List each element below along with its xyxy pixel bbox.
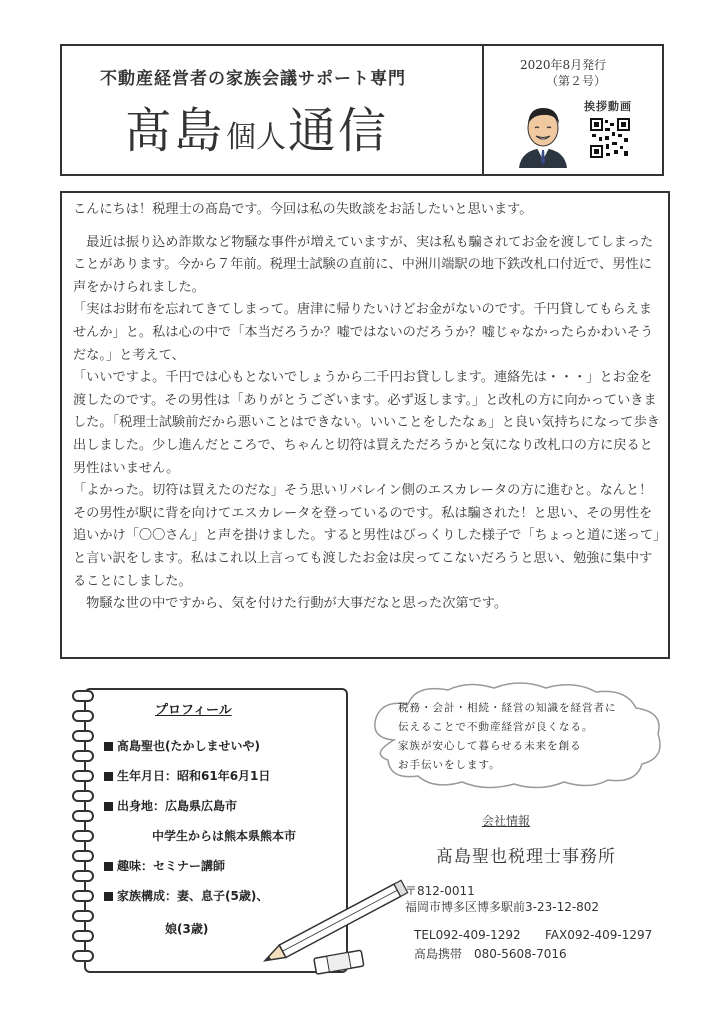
article-paragraph: 「いいですよ。千円では心もとないでしょうから二千円お貸しします。連絡先は・・・」とお金を渡したのです。その男性は「ありがとうございます。必ず返します。」と改札の方に向かっていきました。「税理士試験前だから悪いことはできない。いいことをしたなぁ」と良い気持ちになって歩き出しました。少し進んだところで、ちゃんと切符は買えただろうかと気になり改札口の方に戻ると男性はいません。 — [73, 370, 660, 476]
title-personal: 個人 — [226, 120, 287, 155]
bullet-icon — [104, 772, 113, 781]
profile-hobby: 趣味：セミナー講師 — [104, 857, 225, 874]
greeting-video-label: 挨拶動画 — [584, 100, 632, 113]
profile-name: 髙島聖也(たかしませいや) — [104, 737, 260, 754]
issue-number: （第２号） — [546, 74, 607, 88]
eraser-illustration — [310, 948, 370, 978]
postal-code: 〒812-0011 — [405, 884, 475, 898]
address: 福岡市博多区博多駅前3-23-12-802 — [405, 900, 600, 914]
message-line: お手伝いをします。 — [398, 759, 501, 771]
profile-heading: プロフィール — [155, 703, 232, 718]
company-name: 髙島聖也税理士事務所 — [436, 847, 616, 867]
article-paragraph: こんにちは！税理士の髙島です。今回は私の失敗談をお話したいと思います。 — [73, 202, 533, 217]
newsletter-title — [124, 92, 464, 162]
profile-birthplace: 出身地：広島県広島市 — [104, 797, 237, 814]
article-paragraph: 最近は振り込め詐欺など物騒な事件が増えていますが、実は私も騙されてお金を渡してしまったことがあります。今から７年前。税理士試験の直前に、中洲川端駅の地下鉄改札口付近で、男性に声をかけられました。 — [73, 234, 654, 295]
article-paragraph: 「よかった。切符は買えたのだな」そう思いリバレイン側のエスカレータの方に進むと。なんと！その男性が駅に背を向けてエスカレータを登っているのです。私は騙された！と思い、その男性を追いかけ「〇〇さん」と声を掛けました。すると男性はびっくりした様子で「ちょっと道に迷って」と言い訳をします。私はこれ以上言っても渡したお金は戻ってこないだろうと思い、勉強に集中することにしました。 — [73, 483, 660, 589]
bullet-icon — [104, 892, 113, 901]
profile-birthplace-note: 中学生からは熊本県熊本市 — [152, 829, 297, 843]
article-paragraph: 「実はお財布を忘れてきてしまって。唐津に帰りたいけどお金がないのです。千円貸してもらえませんか」と。私は心の中で「本当だろうか？嘘ではないのだろうか？嘘じゃなかったらかわいそうだな。」と考えて、 — [73, 302, 654, 363]
profile-birthday: 生年月日：昭和61年6月1日 — [104, 767, 270, 784]
bullet-icon — [104, 742, 113, 751]
article-body — [73, 199, 661, 616]
bullet-icon — [104, 862, 113, 871]
message-line: 伝えることで不動産経営が良くなる。 — [398, 721, 594, 733]
title-newsletter: 通信 — [288, 103, 389, 159]
bullet-icon — [104, 802, 113, 811]
article-paragraph: 物騒な世の中ですから、気を付けた行動が大事だなと思った次第です。 — [73, 596, 508, 612]
qr-code-icon[interactable] — [590, 118, 630, 158]
message-line: 家族が安心して暮らせる未来を創る — [398, 740, 582, 752]
fax-number: FAX092-409-1297 — [545, 928, 653, 942]
message-text — [398, 699, 638, 775]
issue-date: 2020年8月発行 — [520, 58, 607, 72]
header-divider — [482, 44, 484, 176]
newsletter-subtitle: 不動産経営者の家族会議サポート専門 — [100, 69, 406, 89]
message-line: 税務・会計・相続・経営の知識を経営者に — [398, 702, 617, 714]
phone-number: TEL092-409-1292 — [414, 928, 521, 942]
profile-family-cont: 娘(3歳) — [165, 922, 209, 936]
avatar-illustration — [513, 100, 573, 168]
mobile-number: 髙島携帯 080-5608-7016 — [414, 947, 567, 961]
notepad-spiral — [60, 690, 100, 980]
profile-family: 家族構成：妻、息子(5歳)、 — [104, 887, 268, 904]
company-info-label: 会社情報 — [482, 814, 531, 828]
title-name: 髙島 — [124, 103, 225, 159]
